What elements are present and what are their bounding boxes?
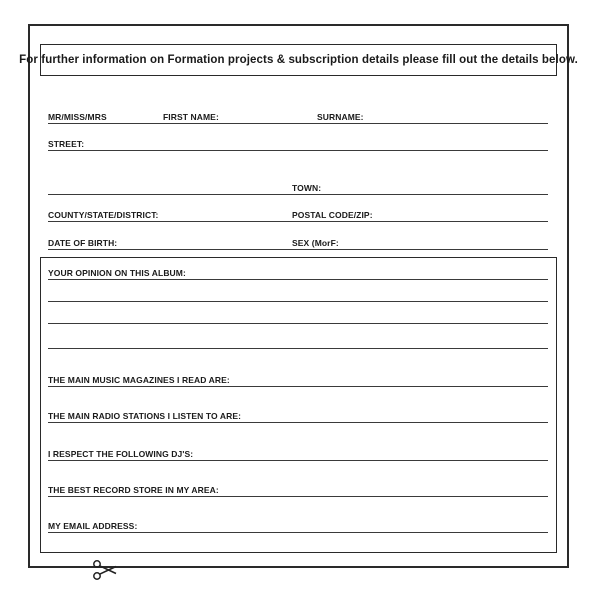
street-line[interactable]: [48, 150, 548, 151]
djs-label: I RESPECT THE FOLLOWING DJ'S:: [48, 449, 194, 459]
magazines-line[interactable]: [48, 386, 548, 387]
town-line[interactable]: [48, 194, 548, 195]
opinion-line-3[interactable]: [48, 323, 548, 324]
county-label: COUNTY/STATE/DISTRICT:: [48, 210, 159, 220]
dob-sex-line[interactable]: [48, 249, 548, 250]
record-store-label: THE BEST RECORD STORE IN MY AREA:: [48, 485, 219, 495]
dob-label: DATE OF BIRTH:: [48, 238, 118, 248]
street-label: STREET:: [48, 139, 85, 149]
radio-line[interactable]: [48, 422, 548, 423]
sex-label: SEX (MorF:: [292, 238, 339, 248]
scissors-icon: [92, 558, 118, 582]
postal-code-label: POSTAL CODE/ZIP:: [292, 210, 373, 220]
town-label: TOWN:: [292, 183, 322, 193]
title-label: MR/MISS/MRS: [48, 112, 107, 122]
magazines-label: THE MAIN MUSIC MAGAZINES I READ ARE:: [48, 375, 230, 385]
djs-line[interactable]: [48, 460, 548, 461]
email-line[interactable]: [48, 532, 548, 533]
info-banner-text: For further information on Formation projects & subscription details please fill out the details below.: [19, 54, 578, 66]
opinion-line-4[interactable]: [48, 348, 548, 349]
surname-label: SURNAME:: [317, 112, 364, 122]
radio-label: THE MAIN RADIO STATIONS I LISTEN TO ARE:: [48, 411, 242, 421]
opinion-label: YOUR OPINION ON THIS ALBUM:: [48, 268, 186, 278]
opinion-line-1[interactable]: [48, 279, 548, 280]
email-label: MY EMAIL ADDRESS:: [48, 521, 138, 531]
name-line[interactable]: [48, 123, 548, 124]
info-banner: [19, 44, 578, 76]
opinion-line-2[interactable]: [48, 301, 548, 302]
first-name-label: FIRST NAME:: [163, 112, 219, 122]
county-postal-line[interactable]: [48, 221, 548, 222]
record-store-line[interactable]: [48, 496, 548, 497]
